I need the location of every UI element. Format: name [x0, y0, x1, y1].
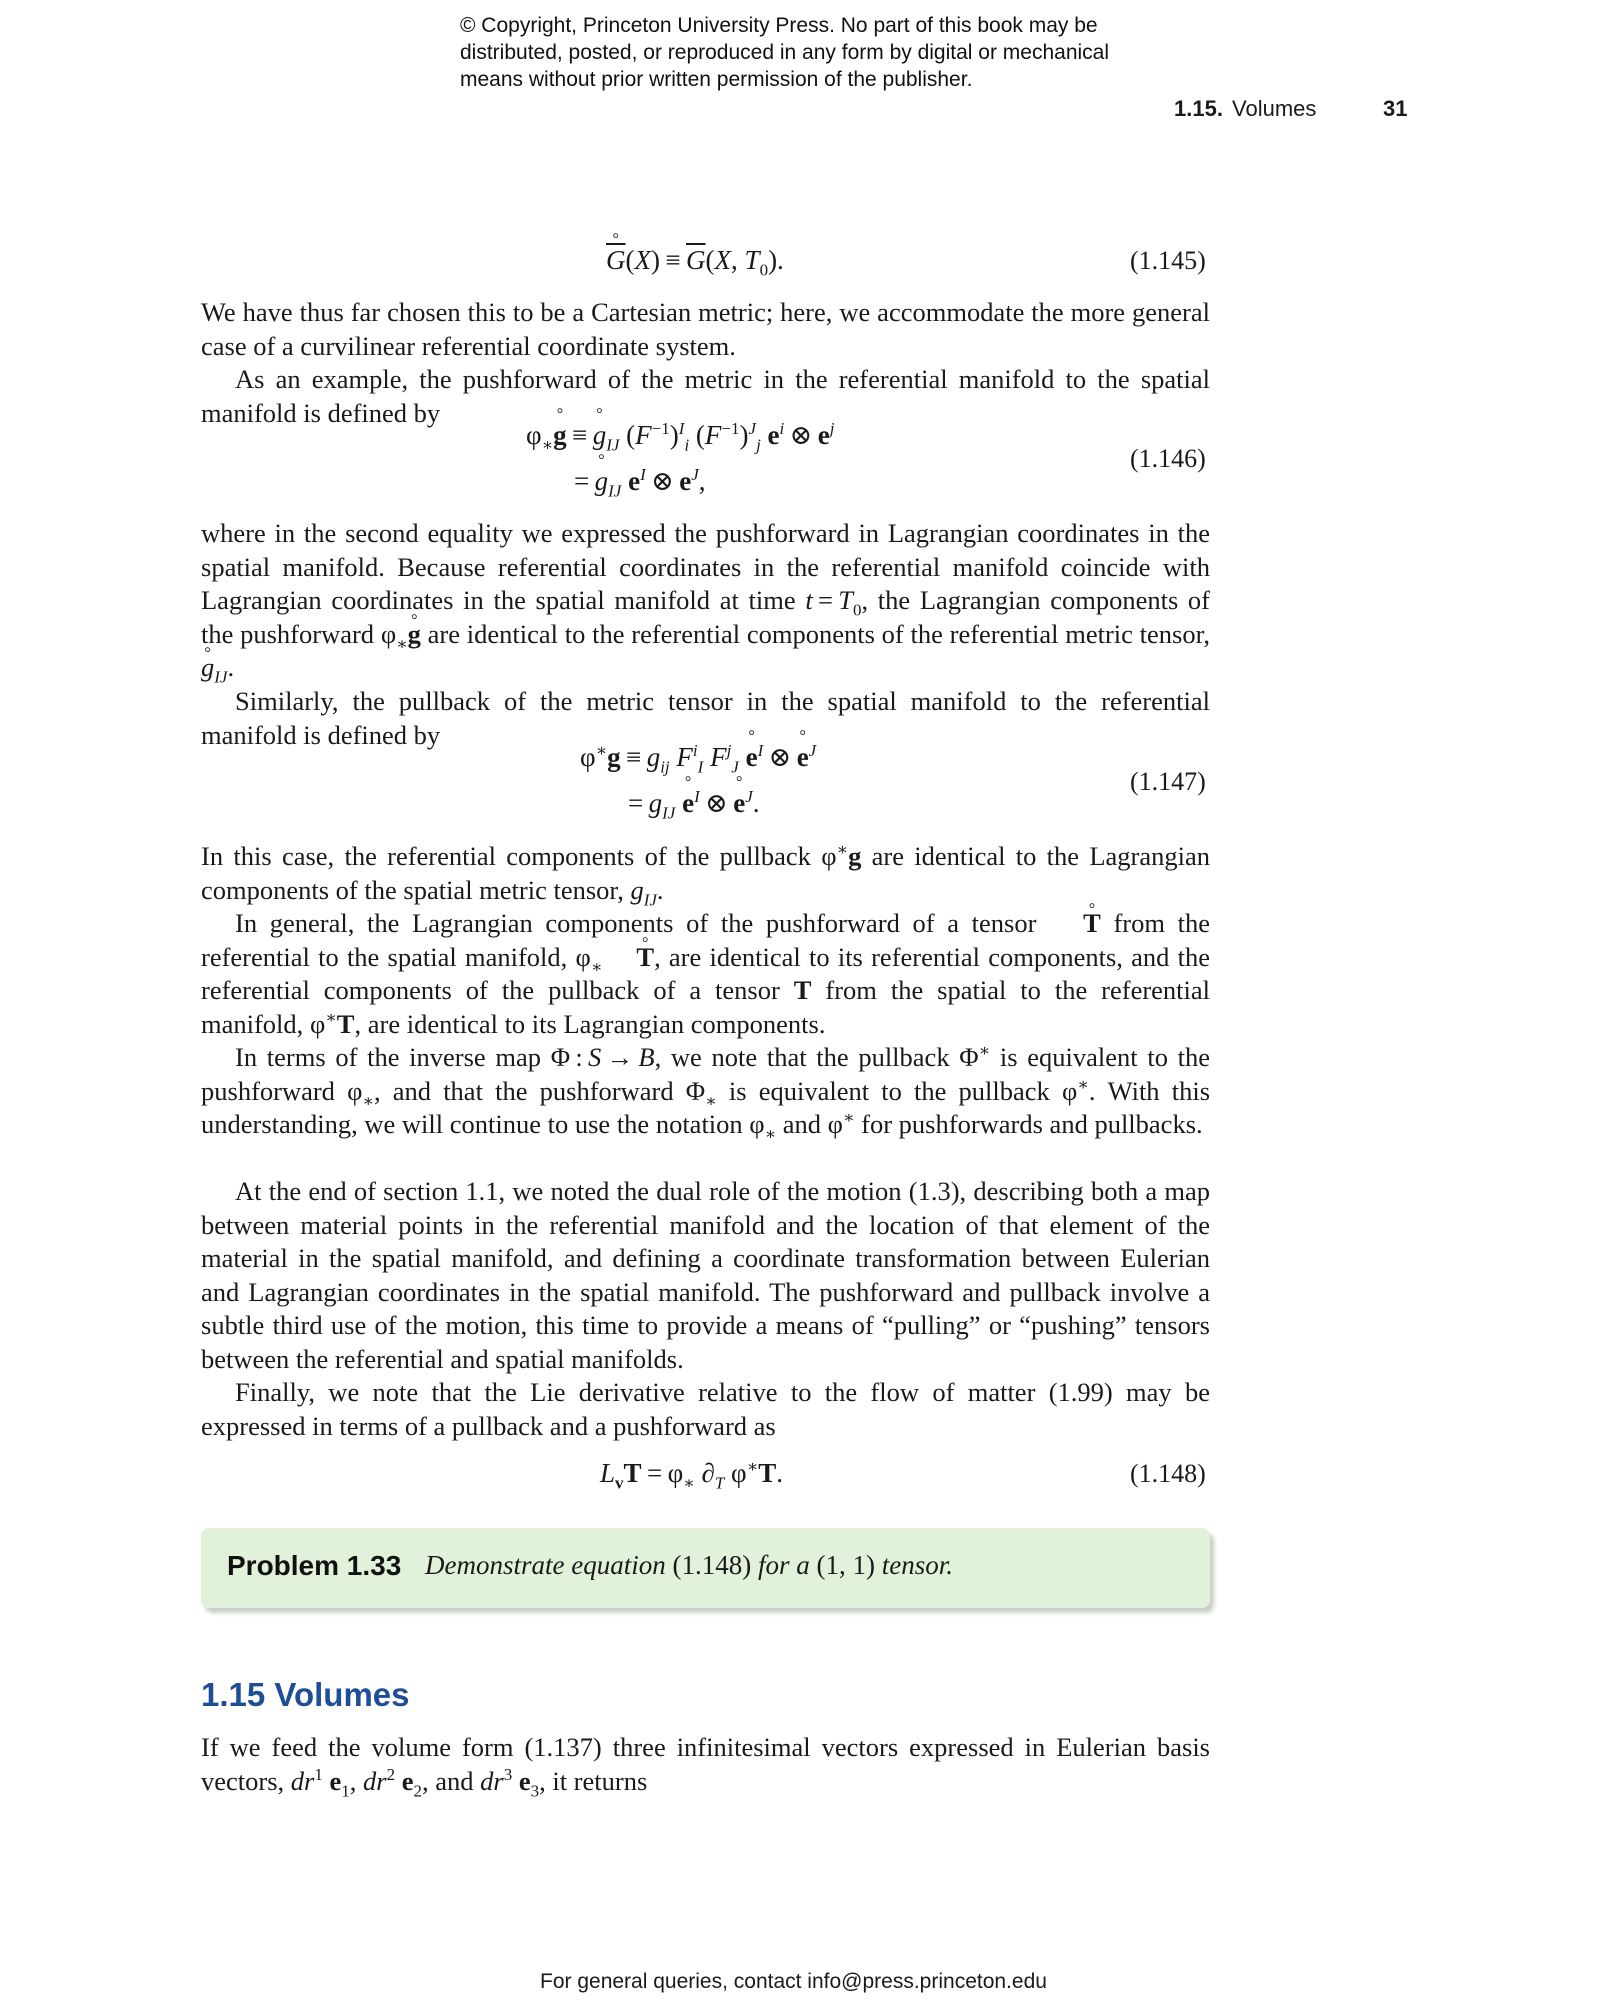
copyright-line: © Copyright, Princeton University Press. No part of this book may be	[460, 14, 1098, 37]
equation-number: (1.145)	[1130, 246, 1206, 275]
problem-text-part: for a	[757, 1550, 810, 1580]
running-head-section-number: 1.15.	[1174, 96, 1223, 121]
paragraph-text: from the spatial to the referential manifold,	[201, 975, 1211, 1039]
paragraph: In terms of the inverse map Φ : S → B, we note that the pullback Φ∗ is equivalent to the pushforward $\varphi_∗$, and that the pushforward $\Phi_∗$ is equivalent to the pullback φ∗. With this understanding, we will continue to use the notation $\varphi_∗$ and φ∗ for pushforwards and pullbacks.	[201, 1041, 1211, 1144]
paragraph: Similarly, the pullback of the metric tensor in the spatial manifold to the referential manifold is defined by	[201, 686, 1210, 750]
paragraph: As an example, the pushforward of the metric in the referential manifold to the spatial manifold is defined by	[201, 364, 1210, 428]
paragraph-text: for pushforwards and pullbacks.	[861, 1109, 1203, 1139]
footer-contact: For general queries, contact info@press.princeton.edu	[540, 1970, 1047, 1993]
tensor-type: (1, 1)	[816, 1550, 875, 1580]
page-number: 31	[1383, 96, 1408, 121]
paragraph-text: In terms of the inverse map	[235, 1042, 541, 1072]
equation-number: (1.146)	[1130, 444, 1206, 473]
paragraph: In general, the Lagrangian components of the pushforward of a tensor ° T from the referential to the spatial manifold, $\varphi_∗$ ° T, are identical to its referential components, and the referential components of the pullback of a tensor T from the spatial to the referential manifold, φ∗T, are identical to its Lagrangian components.	[201, 907, 1210, 1041]
problem-text-part: Demonstrate equation	[425, 1550, 666, 1580]
paragraph-text: In this case, the referential components of the pullback	[201, 841, 811, 871]
paragraph-text: are identical to the Lagrangian components of the spatial metric tensor,	[201, 841, 1211, 905]
paragraph-text: and	[782, 1109, 822, 1139]
paragraph-text: from the referential to the spatial manifold,	[201, 908, 1211, 972]
section-heading: 1.15 Volumes	[201, 1676, 410, 1713]
paragraph-text: , are identical to its Lagrangian components.	[354, 1008, 826, 1039]
paragraph-text: , the Lagrangian components of the pushforward	[201, 585, 1211, 649]
equation-number: (1.147)	[1130, 767, 1206, 796]
paragraph: Finally, we note that the Lie derivative relative to the flow of matter (1.99) may be expressed in terms of a pullback and a pushforward as	[201, 1377, 1210, 1441]
running-head-section-title: Volumes	[1232, 96, 1317, 121]
problem-label: Problem 1.33	[227, 1550, 402, 1581]
equation-1-145: ° $\overline{G}(X) \equiv \overline{G}(X$, $T_0$).	[606, 245, 784, 276]
problem-text-part: tensor.	[881, 1550, 953, 1580]
paragraph: where in the second equality we expressed the pushforward in Lagrangian coordinates in the spatial manifold. Because referential coordinates in the referential manifold coincide with Lagrangian coordinates in the spatial manifold at time $t = T_0$, the Lagrangian components of the pushforward $\varphi_∗^\circ$ g are identical to the referential components of the referential metric tensor, ° $g_{IJ}$.	[201, 517, 1210, 685]
equation-number: (1.148)	[1130, 1459, 1206, 1488]
paragraph-text: is equivalent to the pushforward	[201, 1042, 1211, 1106]
running-head	[1100, 96, 1410, 126]
equation-1-147-line-2: = $g_{IJ}$ ° $e^I$ ⊗ ° $e^J$.	[628, 788, 759, 819]
paragraph-text: are identical to the referential components of the referential metric tensor,	[427, 618, 1210, 649]
paragraph-text: where in the second equality we expressed the pushforward in Lagrangian coordinates in the spatial manifold. Because referential coordinates in the referential manifold coincide with Lagrangian coordinates in the spatial manifold at time	[201, 518, 1210, 615]
paragraph-text: , we note that the pullback	[654, 1042, 950, 1072]
paragraph-text: , it returns	[539, 1765, 648, 1796]
paragraph-text: and	[435, 1765, 474, 1796]
problem-box	[201, 1528, 1210, 1608]
equation-1-148: $L_vT = \varphi_∗$ $\partial_T$ φ∗T.	[600, 1457, 783, 1493]
paragraph-text: , are identical to its referential components, and the referential components of the pullback of a tensor	[201, 941, 1210, 1005]
paragraph-text: In general, the Lagrangian components of the pushforward of a tensor	[235, 908, 1037, 938]
paragraph: We have thus far chosen this to be a Cartesian metric; here, we accommodate the more general case of a curvilinear referential coordinate system.	[201, 297, 1210, 361]
paragraph: If we feed the volume form (1.137) three infinitesimal vectors expressed in Eulerian basis vectors, $dr^1$ $e_1$, $dr^2$ $e_2$, and $dr^3$ $e_3$, it returns	[201, 1732, 1210, 1800]
equation-1-147-line-1: $\varphi^∗g \equiv g_{ij}$ $F^i_I$ $F^j_J$ ° $e^I$ ⊗ ° $e^J$	[580, 742, 816, 773]
copyright-line: means without prior written permission of the publisher.	[460, 68, 973, 91]
paragraph-text: If we feed the volume form (1.137) three infinitesimal vectors expressed in Eulerian basis vectors,	[201, 1732, 1210, 1796]
paragraph-text: . With this understanding, we will continue to use the notation	[201, 1075, 1211, 1139]
paragraph: At the end of section 1.1, we noted the dual role of the motion (1.3), describing both a map between material points in the referential manifold and the location of that element of the material in the spatial manifold, and defining a coordinate transformation between Eulerian and Lagrangian coordinates in the spatial manifold. The pushforward and pullback involve a subtle third use of the motion, this time to provide a means of “pulling” or “pushing” tensors between the referential and spatial manifolds.	[201, 1176, 1210, 1374]
paragraph: In this case, the referential components of the pullback φ∗g are identical to the Lagrangian components of the spatial metric tensor, $g_{IJ}$.	[201, 840, 1211, 909]
equation-reference: (1.148)	[672, 1550, 752, 1580]
copyright-notice	[460, 12, 1220, 93]
equation-1-146-line-1: $\varphi_∗^\circ$ g ≡ ° $g_{IJ}$ $(F^{-1})^I_i$ $(F^{-1})^J_j$ $e^i$ ⊗ $e^j$	[526, 420, 834, 451]
equation-1-146-line-2: = ° $g_{IJ}$ $e^I$ ⊗ $e^J$,	[574, 466, 705, 497]
paragraph-text: is equivalent to the pullback	[728, 1075, 1050, 1106]
paragraph-text: , and that the pushforward	[373, 1075, 674, 1106]
copyright-line: distributed, posted, or reproduced in any form by digital or mechanical	[460, 41, 1110, 64]
problem-text	[425, 1550, 953, 1581]
